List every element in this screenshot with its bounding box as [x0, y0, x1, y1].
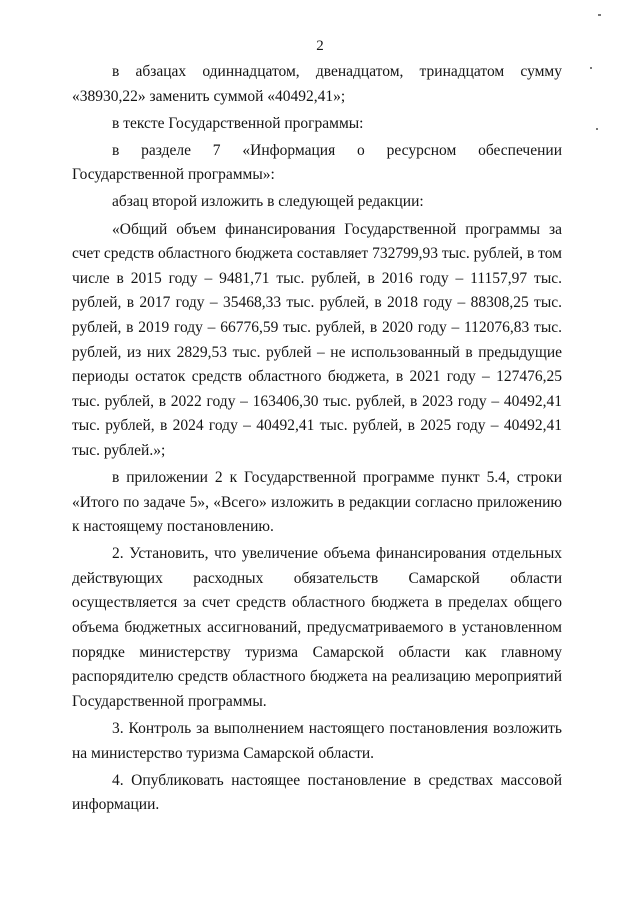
- paragraph-program-text-intro: в тексте Государственной программы:: [112, 114, 364, 132]
- paragraph-item-2: 2. Установить, что увеличение объема финансирования отдельных действующих расходных обязательств Самарской области осуществляется за счет средств областного бюджета в пределах общего объема бюджетных ассигнований, предусматриваемого в установленном порядке министерству туризма Самарской области как главному распорядителю средств областного бюджета на реализацию мероприятий Государственной программы.: [72, 545, 562, 710]
- paragraph-second-abzac: абзац второй изложить в следующей редакции:: [112, 193, 424, 211]
- paragraph-item-3: 3. Контроль за выполнением настоящего постановления возложить на министерство туризма Самарской области.: [72, 719, 562, 762]
- scan-speck: [596, 128, 598, 130]
- document-body: [72, 60, 562, 820]
- paragraph-financing-volume: «Общий объем финансирования Государственной программы за счет средств областного бюджета составляет 732799,93 тыс. рублей, в том числе в 2015 году – 9481,71 тыс. рублей, в 2016 году – 11157,97 тыс. рублей, в 2017 году – 35468,33 тыс. рублей, в 2018 году – 88308,25 тыс. рублей, в 2019 году – 66776,59 тыс. рублей, в 2020 году – 112076,83 тыс. рублей, из них 2829,53 тыс. рублей – не использованный в предыдущие периоды остаток средств областного бюджета, в 2021 году – 127476,25 тыс. рублей, в 2022 году – 163406,30 тыс. рублей, в 2023 году – 40492,41 тыс. рублей, в 2024 году – 40492,41 тыс. рублей, в 2025 году – 40492,41 тыс. рублей.»;: [72, 220, 562, 459]
- paragraph-section-7: в разделе 7 «Информация о ресурсном обеспечении Государственной программы»:: [72, 141, 562, 184]
- scan-speck: [590, 67, 592, 69]
- scan-speck: [598, 14, 601, 16]
- page-number: 2: [316, 38, 324, 54]
- paragraph-item-4: 4. Опубликовать настоящее постановление в средствах массовой информации.: [72, 771, 562, 814]
- paragraph-appendix-2: в приложении 2 к Государственной программе пункт 5.4, строки «Итого по задаче 5», «Всего» изложить в редакции согласно приложению к настоящему постановлению.: [72, 469, 562, 536]
- paragraph-amount-replacement: в абзацах одиннадцатом, двенадцатом, тринадцатом сумму «38930,22» заменить суммой «40492,41»;: [72, 63, 562, 105]
